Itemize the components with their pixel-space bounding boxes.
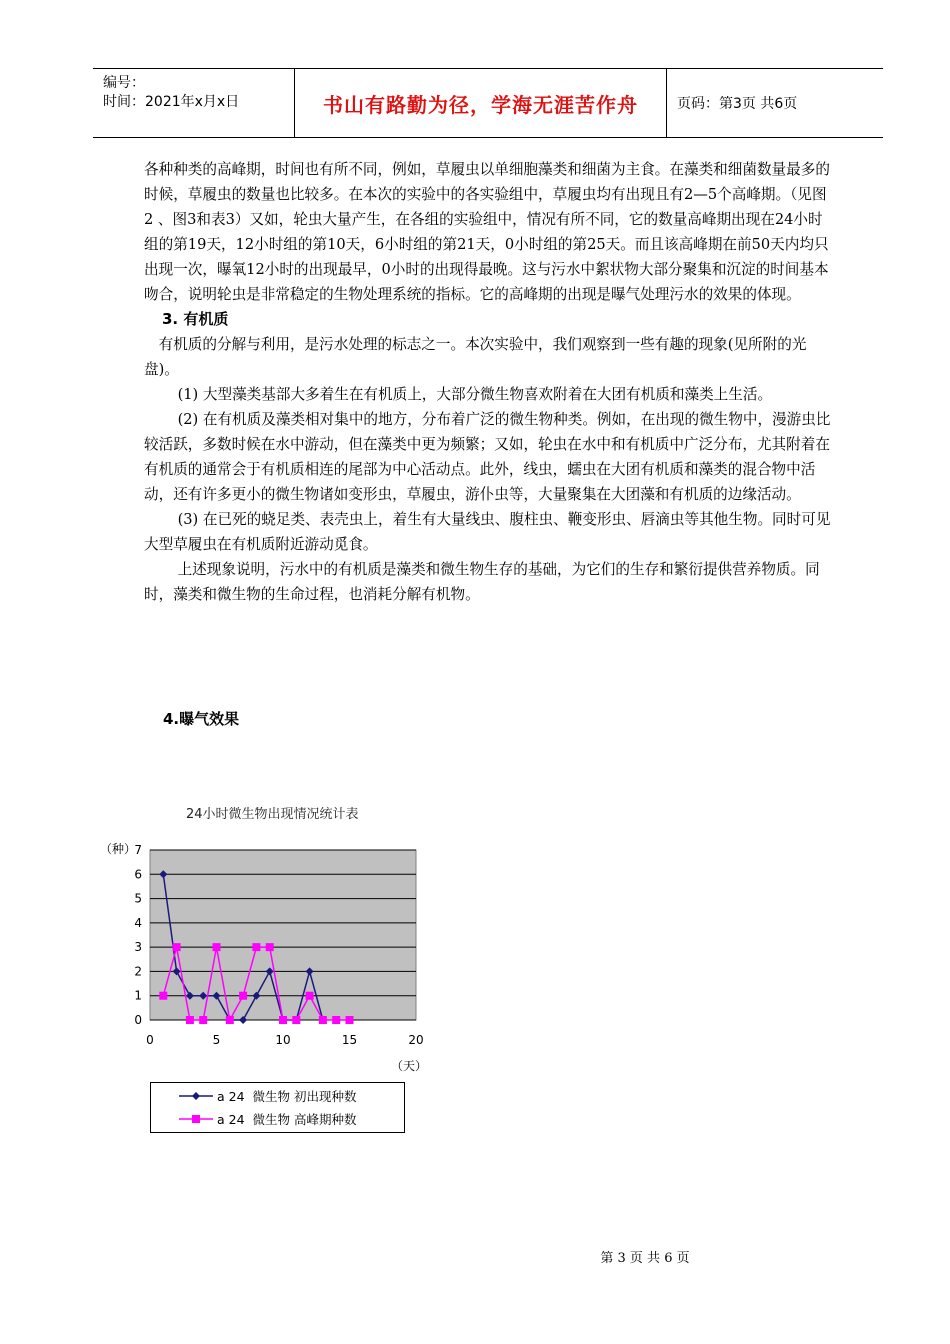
- square-marker-icon: [179, 1113, 213, 1125]
- list-item-1: (1) 大型藻类基部大多着生在有机质上，大部分微生物喜欢附着在大团有机质和藻类上生活。: [177, 386, 773, 403]
- y-tick-label: 5: [134, 891, 142, 906]
- header-info-cell: [93, 69, 295, 137]
- paragraph-organic-matter: 有机质的分解与利用，是污水处理的标志之一。本次实验中，我们观察到一些有趣的现象(见所附的光盘)。: [144, 336, 807, 378]
- x-tick-label: 10: [275, 1033, 291, 1047]
- x-tick-label: 20: [408, 1033, 424, 1047]
- data-point: [279, 1016, 287, 1024]
- data-point: [252, 943, 260, 951]
- chart-title: 24小时微生物出现情况统计表: [186, 807, 359, 822]
- x-tick-label: 15: [341, 1033, 358, 1047]
- list-item-3: (3) 在已死的蛲足类、表壳虫上，着生有大量线虫、腹柱虫、鞭变形虫、唇滴虫等其他生物。同时可见大型草履虫在有机质附近游动觅食。: [144, 511, 831, 553]
- page-footer: [0, 1247, 950, 1266]
- y-tick-label: 0: [134, 1013, 142, 1027]
- section-3-title: 3. 有机质: [162, 310, 229, 328]
- chart-legend: [150, 1082, 405, 1133]
- data-point: [292, 1016, 300, 1024]
- y-tick-label: 4: [134, 915, 142, 930]
- header-motto-cell: [295, 69, 667, 137]
- data-point: [173, 943, 181, 951]
- y-tick-label: 7: [134, 843, 142, 857]
- y-tick-label: 3: [134, 940, 142, 955]
- legend-label-first-appearance: a 24 微生物 初出现种数: [217, 1089, 357, 1104]
- list-item-2: (2) 在有机质及藻类相对集中的地方，分布着广泛的微生物种类。例如，在出现的微生物中，漫游虫比较活跃，多数时候在水中游动，但在藻类中更为频繁；又如，轮虫在水中和有机质中广泛分布，尤其附着在有机质的通常会于有机质相连的尾部为中心活动点。此外，线虫，蠕虫在大团有机质和藻类的混合物中活动，还有许多更小的微生物诸如变形虫，草履虫，游仆虫等，大量聚集在大团藻和有机质的边缘活动。: [144, 411, 831, 503]
- footer-page-number: 第 3 页 共 6 页: [600, 1251, 690, 1266]
- y-axis-label: （种）: [100, 842, 137, 856]
- y-tick-label: 2: [134, 964, 142, 979]
- code-label: 编号：: [103, 75, 145, 91]
- data-point: [213, 943, 221, 951]
- data-point: [332, 1016, 340, 1024]
- data-point: [159, 992, 167, 1000]
- data-point: [346, 1016, 354, 1024]
- line-chart: [90, 830, 440, 1080]
- paragraph-peak-periods: 各种种类的高峰期，时间也有所不同，例如，草履虫以单细胞藻类和细菌为主食。在藻类和细菌数量最多的时候，草履虫的数量也比较多。在本次的实验中的各实验组中，草履虫均有出现且有2—5个高峰期。（见图2 、图3和表3）又如，轮虫大量产生，在各组的实验组中，情况有所不同，它的数量高峰期出现在24小时组的第19天，12小时组的第10天，6小时组的第21天，0小时组的第25天。而且该高峰期在前50天内均只出现一次，曝氧12小时的出现最早，0小时的出现得最晚。这与污水中絮状物大部分聚集和沉淀的时间基本吻合，说明轮虫是非常稳定的生物处理系统的指标。它的高峰期的出现是曝气处理污水的效果的体现。: [144, 161, 830, 303]
- motto-text: 书山有路勤为径，学海无涯苦作舟: [323, 92, 638, 117]
- x-tick-label: 5: [212, 1033, 221, 1047]
- page-label: 页码：第3页 共6页: [677, 96, 798, 112]
- paragraph-conclusion: 上述现象说明，污水中的有机质是藻类和微生物生存的基础，为它们的生存和繁衍提供营养物质。同时，藻类和微生物的生命过程，也消耗分解有机物。: [144, 561, 820, 603]
- document-body: [144, 157, 834, 607]
- x-axis-label: （天）: [391, 1059, 428, 1073]
- page-header: [93, 68, 883, 138]
- y-tick-label: 1: [134, 988, 142, 1003]
- header-page-cell: [667, 69, 883, 137]
- legend-item-peak: [151, 1109, 356, 1129]
- legend-label-peak: a 24 微生物 高峰期种数: [217, 1112, 357, 1127]
- section-4-title: 4.曝气效果: [163, 710, 240, 728]
- legend-item-first-appearance: [151, 1086, 356, 1106]
- data-point: [199, 1016, 207, 1024]
- diamond-marker-icon: [179, 1090, 213, 1102]
- time-label: 时间：2021年x月x日: [103, 94, 240, 110]
- data-point: [239, 992, 247, 1000]
- y-tick-label: 6: [134, 867, 142, 882]
- data-point: [186, 1016, 194, 1024]
- x-tick-label: 0: [146, 1033, 154, 1047]
- data-point: [319, 1016, 327, 1024]
- data-point: [306, 992, 314, 1000]
- data-point: [226, 1016, 234, 1024]
- data-point: [266, 943, 274, 951]
